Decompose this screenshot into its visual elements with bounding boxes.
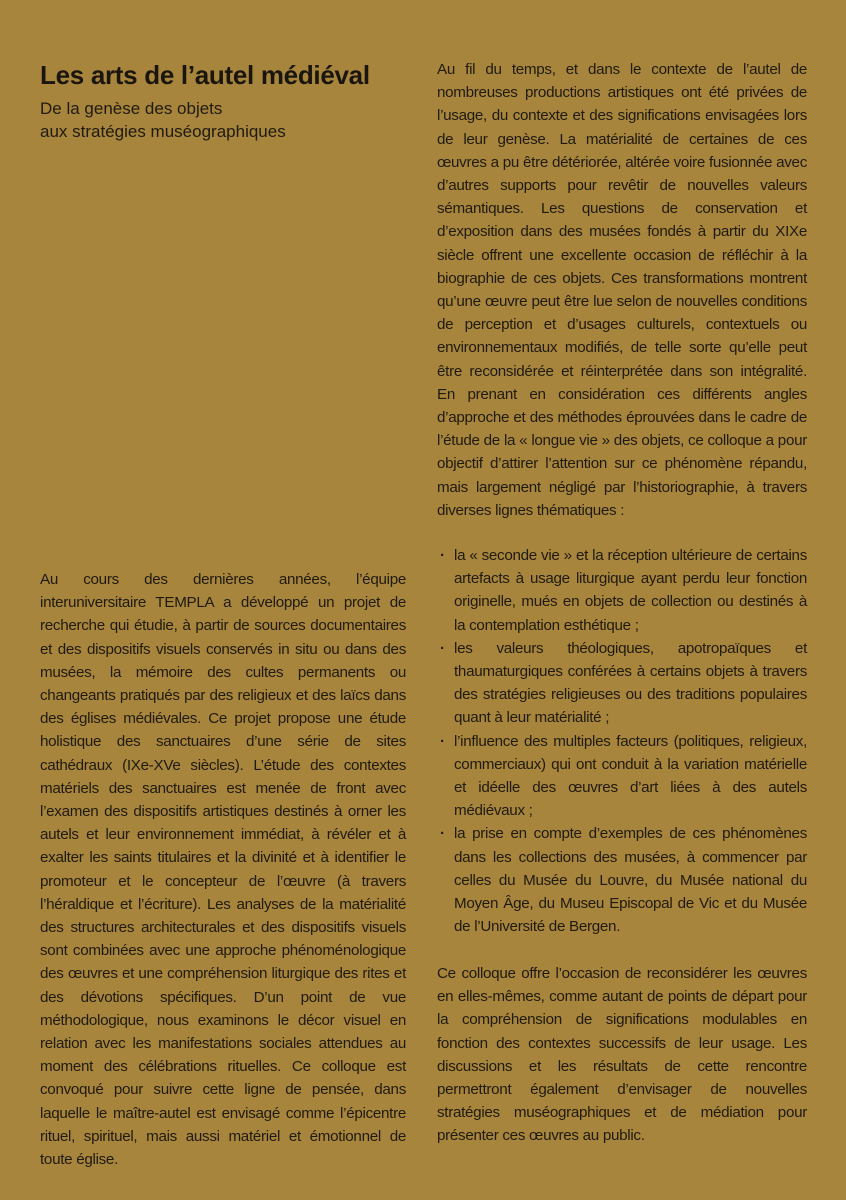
page-subtitle xyxy=(40,97,400,143)
left-column-paragraph: Au cours des dernières années, l’équipe interuniversitaire TEMPLA a développé un projet de recherche qui étudie, à partir de sources documentaires et des dispositifs visuels conservés in situ ou dans des musées, la mémoire des cultes permanents ou changeants pratiqués par des religieux et des laïcs dans des églises médiévales. Ce projet propose une étude holistique des sanctuaires d’une série de sites cathédraux (IXe-XVe siècles). L’étude des contextes matériels des sanctuaires est menée de front avec l’examen des dispositifs artistiques destinés à orner les autels et leur environnement immédiat, à révéler et à exalter les saints titulaires et la divinité et à identifier le promoteur et le concepteur de l’œuvre (à travers l’héraldique et l’écriture). Les analyses de la matérialité des structures architecturales et des dispositifs visuels sont combinées avec une approche phénoménologique des œuvres et une compréhension liturgique des rites et des dévotions spécifiques. D’un point de vue méthodologique, nous examinons le décor visuel en relation avec les manifestations sociales attendues au moment des célébrations rituelles. Ce colloque est convoqué pour suivre cette ligne de pensée, dans laquelle le maître-autel est envisagé comme l’épicentre rituel, spirituel, mais aussi matériel et émotionnel de toute église. xyxy=(40,571,406,1169)
subtitle-line-1: De la genèse des objets xyxy=(40,99,223,118)
right-column-closing: Ce colloque offre l’occasion de reconsidérer les œuvres en elles-mêmes, comme autant de points de départ pour la compréhension de significations modulables en fonction des contextes successifs de leur usage. Les discussions et les résultats de cette rencontre permettront également d’envisager de nouvelles stratégies muséographiques et de médiation pour présenter ces œuvres au public. xyxy=(437,965,807,1145)
list-item: · la prise en compte d’exemples de ces phénomènes dans les collections des musées, à commencer par celles du Musée du Louvre, du Musée national du Moyen Âge, du Museu Episcopal de Vic et du Musée de l’Université de Bergen. xyxy=(437,822,807,938)
list-item: · l’influence des multiples facteurs (politiques, religieux, commerciaux) qui ont conduit à la variation matérielle et idéelle des œuvres d’art liées à des autels médiévaux ; xyxy=(437,730,807,823)
list-item: · la « seconde vie » et la réception ultérieure de certains artefacts à usage liturgique ayant perdu leur fonction originelle, mués en objets de collection ou destinés à la contemplation esthétique ; xyxy=(437,544,807,637)
subtitle-line-2: aux stratégies muséographiques xyxy=(40,122,286,141)
right-column-intro: Au fil du temps, et dans le contexte de l’autel de nombreuses productions artistiques ont été privées de l’usage, du contexte et des significations envisagées lors de leur genèse. La matérialité de certaines de ces œuvres a pu être détériorée, altérée voire fusionnée avec d’autres supports pour revêtir de nouvelles valeurs sémantiques. Les questions de conservation et d’exposition dans des musées fondés à partir du XIXe siècle offrent une excellente occasion de réfléchir à la biographie de ces objets. Ces transformations montrent qu’une œuvre peut être lue selon de nouvelles conditions de perception et d’usages culturels, contextuels ou environnementaux modifiés, de telle sorte qu’elle peut être reconsidérée et réinterprétée dans son intégralité. En prenant en considération ces différents angles d’approche et des méthodes éprouvées dans le cadre de l’étude de la « longue vie » des objets, ce colloque a pour objectif d’attirer l’attention sur ce phénomène répandu, mais largement négligé par l’historiographie, à travers diverses lignes thématiques : xyxy=(437,61,807,519)
list-item: · les valeurs théologiques, apotropaïques et thaumaturgiques conférées à certains objets à travers des stratégies religieuses ou des traditions populaires quant à leur matérialité ; xyxy=(437,637,807,730)
page-title: Les arts de l’autel médiéval xyxy=(40,60,370,90)
thematic-lines-list xyxy=(437,544,807,938)
